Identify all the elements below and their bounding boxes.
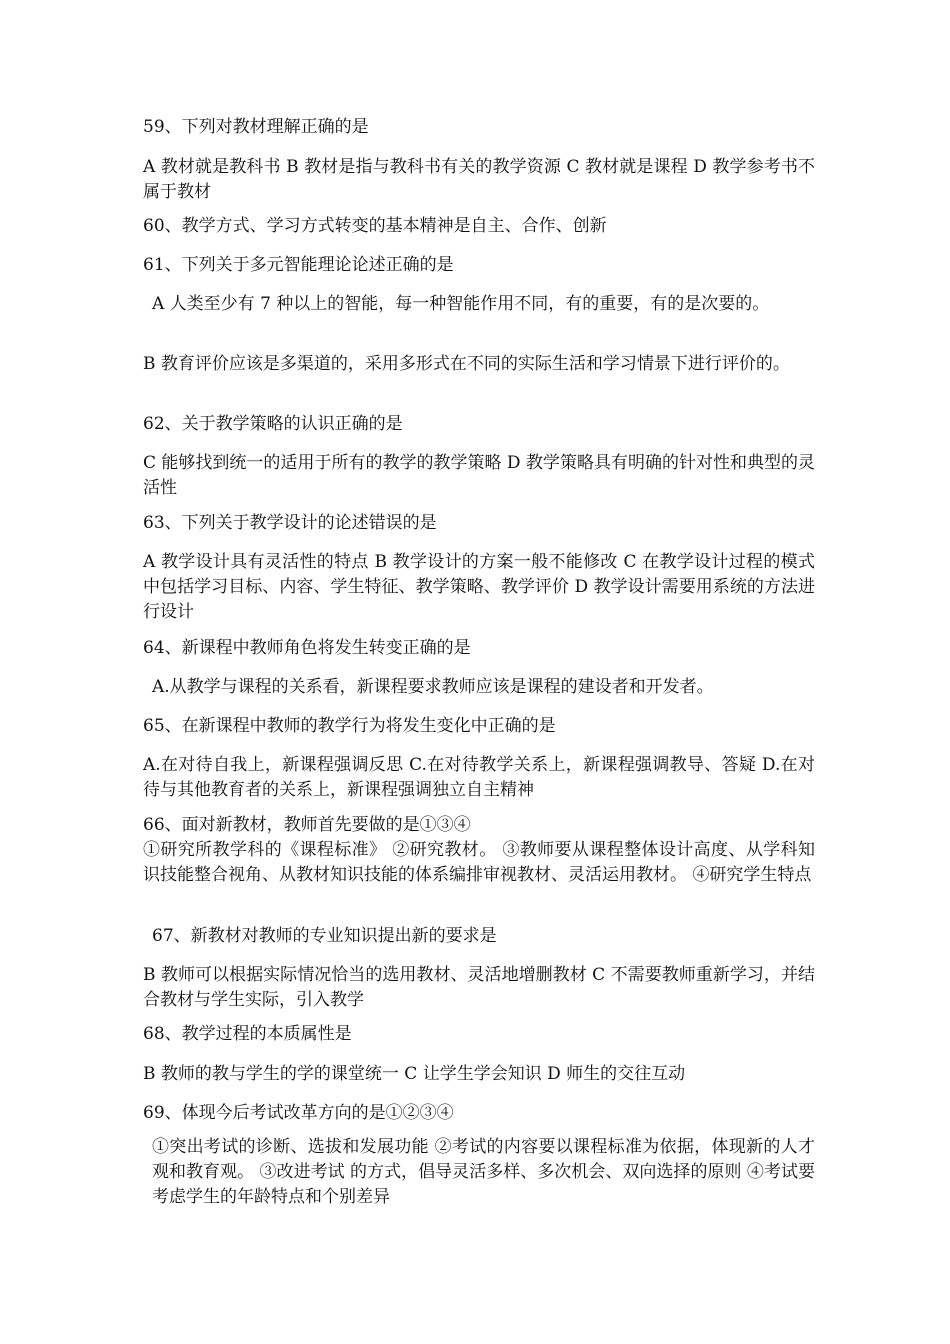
question-69: 69、体现今后考试改革方向的是①②③④ xyxy=(143,1103,454,1123)
answer-63: A 教学设计具有灵活性的特点 B 教学设计的方案一般不能修改 C 在教学设计过程的模式中包括学习目标、内容、学生特征、教学策略、教学评价 D 教学设计需要用系统的方法进行设计 xyxy=(143,552,815,622)
question-60: 60、教学方式、学习方式转变的基本精神是自主、合作、创新 xyxy=(143,216,607,236)
answer-69: ①突出考试的诊断、选拔和发展功能 ②考试的内容要以课程标准为依据，体现新的人才观和教育观。 ③改进考试 的方式，倡导灵活多样、多次机会、双向选择的原则 ④考试要考虑学生的年龄特点和个别差异 xyxy=(152,1137,815,1207)
answer-61-a: A 人类至少有 7 种以上的智能，每一种智能作用不同，有的重要，有的是次要的。 xyxy=(152,294,770,314)
answer-62: C 能够找到统一的适用于所有的教学的教学策略 D 教学策略具有明确的针对性和典型的灵活性 xyxy=(143,453,815,498)
question-67: 67、新教材对教师的专业知识提出新的要求是 xyxy=(152,926,497,946)
answer-67: B 教师可以根据实际情况恰当的选用教材、灵活地增删教材 C 不需要教师重新学习，并结合教材与学生实际，引入教学 xyxy=(143,965,815,1010)
question-65: 65、在新课程中教师的教学行为将发生变化中正确的是 xyxy=(143,716,556,736)
question-59: 59、下列对教材理解正确的是 xyxy=(143,117,369,137)
question-63: 63、下列关于教学设计的论述错误的是 xyxy=(143,513,437,533)
question-61: 61、下列关于多元智能理论论述正确的是 xyxy=(143,255,454,275)
answer-59: A 教材就是教科书 B 教材是指与教科书有关的教学资源 C 教材就是课程 D 教学参考书不属于教材 xyxy=(143,157,815,202)
answer-66: ①研究所教学科的《课程标准》 ②研究教材。 ③教师要从课程整体设计高度、从学科知识技能整合视角、从教材知识技能的体系编排审视教材、灵活运用教材。 ④研究学生特点 xyxy=(143,840,815,885)
question-68: 68、教学过程的本质属性是 xyxy=(143,1024,352,1044)
question-64: 64、新课程中教师角色将发生转变正确的是 xyxy=(143,638,471,658)
answer-64: A.从教学与课程的关系看，新课程要求教师应该是课程的建设者和开发者。 xyxy=(152,677,714,697)
question-66: 66、面对新教材，教师首先要做的是①③④ xyxy=(143,815,471,835)
answer-68: B 教师的教与学生的学的课堂统一 C 让学生学会知识 D 师生的交往互动 xyxy=(143,1064,686,1084)
question-62: 62、关于教学策略的认识正确的是 xyxy=(143,414,403,434)
answer-61-b: B 教育评价应该是多渠道的，采用多形式在不同的实际生活和学习情景下进行评价的。 xyxy=(143,354,790,374)
answer-65: A.在对待自我上，新课程强调反思 C.在对待教学关系上，新课程强调教导、答疑 D.在对待与其他教育者的关系上，新课程强调独立自主精神 xyxy=(143,755,815,800)
